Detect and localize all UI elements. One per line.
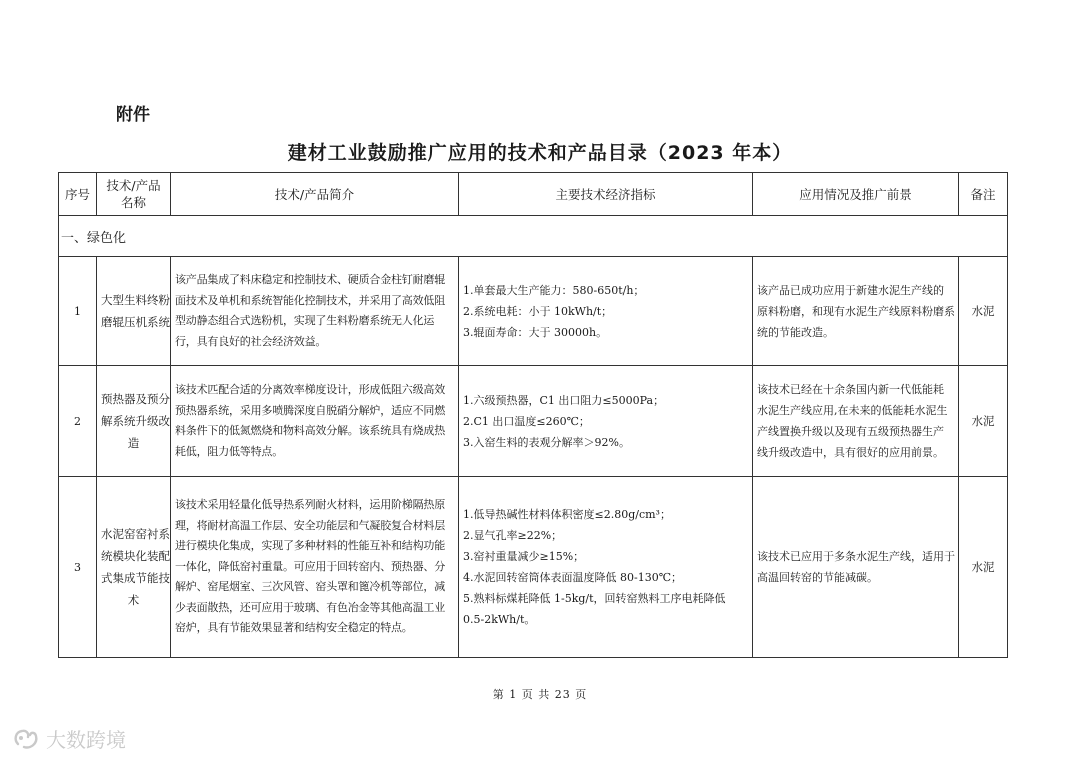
- text-line: 一体化，降低窑衬重量。可应用于回转窑内、预热器、分: [175, 559, 445, 573]
- header-intro: 技术/产品简介: [171, 173, 459, 216]
- document-title: 建材工业鼓励推广应用的技术和产品目录（2023 年本）: [287, 142, 793, 164]
- row-name: [97, 257, 171, 366]
- row-application: [753, 257, 959, 366]
- row-name: [97, 477, 171, 658]
- header-application: 应用情况及推广前景: [753, 173, 959, 216]
- header-name: [97, 173, 171, 216]
- watermark-text: 大数跨境: [46, 728, 126, 752]
- text-line: 少表面散热，还可应用于玻璃、有色冶金等其他高温工业: [175, 600, 445, 614]
- text-line: 1.单套最大生产能力：580-650t/h；: [463, 283, 645, 297]
- text-line: 术: [127, 593, 140, 607]
- row-remark: 水泥: [959, 477, 1008, 658]
- text-line: 水泥生产线应用,在未来的低能耗水泥生: [757, 404, 948, 417]
- text-line: 式集成节能技: [101, 571, 170, 585]
- row-seq: 3: [59, 477, 97, 658]
- text-line: 理，将耐材高温工作层、安全功能层和气凝胶复合材料层: [175, 518, 445, 532]
- table-header-row: [59, 173, 1008, 216]
- text-line: 造: [127, 436, 140, 450]
- text-line: 1.六级预热器，C1 出口阻力≤5000Pa；: [463, 393, 665, 407]
- row-intro: [171, 366, 459, 477]
- text-line: 料条件下的低氮燃烧和物料高效分解。该系统具有烧成热: [175, 424, 445, 437]
- table-row: [59, 257, 1008, 366]
- header-metrics: 主要技术经济指标: [459, 173, 753, 216]
- header-name-line: 技术/产品: [106, 178, 161, 193]
- text-line: 统模块化装配: [101, 549, 170, 563]
- header-seq: 序号: [59, 173, 97, 216]
- text-line: 3.辊面寿命：大于 30000h。: [463, 325, 608, 339]
- text-line: 该技术已应用于多条水泥生产线，适用于: [757, 550, 955, 563]
- header-name-line: 名称: [120, 195, 146, 210]
- row-name: [97, 366, 171, 477]
- text-line: 统的节能改造。: [757, 325, 834, 339]
- text-line: 原料粉磨，和现有水泥生产线原料粉磨系: [757, 304, 955, 318]
- text-line: 耗低，阻力低等特点。: [175, 444, 283, 458]
- text-line: 进行模块化集成，实现了多种材料的性能互补和结构功能: [175, 539, 445, 553]
- header-remark: 备注: [959, 173, 1008, 216]
- text-line: 1.低导热碱性材料体积密度≤2.80g/cm³；: [463, 508, 671, 521]
- section-row: [59, 216, 1008, 257]
- text-line: 磨辊压机系统: [101, 315, 170, 329]
- section-title: 一、绿色化: [59, 216, 1008, 257]
- text-line: 解炉、窑尾烟室、三次风管、窑头罩和篦冷机等部位，减: [175, 580, 445, 594]
- text-line: 预热器及预分: [101, 392, 170, 406]
- row-application: [753, 477, 959, 658]
- text-line: 3.窑衬重量减少≥15%；: [463, 550, 585, 563]
- text-line: 2.显气孔率≥22%；: [463, 529, 563, 542]
- text-line: 3.入窑生料的表观分解率＞92%。: [463, 435, 630, 449]
- text-line: 5.熟料标煤耗降低 1-5kg/t，回转窑熟料工序电耗降低: [463, 592, 726, 605]
- table-row: [59, 477, 1008, 658]
- text-line: 该产品集成了料床稳定和控制技术、硬质合金柱钉耐磨辊: [175, 273, 445, 286]
- text-line: 面技术及单机和系统智能化控制技术，并采用了高效低阻: [175, 293, 445, 307]
- watermark: [12, 724, 126, 753]
- text-line: 解系统升级改: [101, 414, 170, 428]
- row-metrics: [459, 366, 753, 477]
- row-seq: 1: [59, 257, 97, 366]
- text-line: 0.5-2kWh/t。: [463, 613, 536, 626]
- text-line: 高温回转窑的节能减碳。: [757, 571, 878, 584]
- text-line: 该技术匹配合适的分离效率梯度设计，形成低阻六级高效: [175, 383, 445, 396]
- text-line: 2.C1 出口温度≤260℃；: [463, 414, 590, 428]
- row-intro: [171, 477, 459, 658]
- row-metrics: [459, 477, 753, 658]
- row-remark: 水泥: [959, 366, 1008, 477]
- catalog-table: [58, 172, 1008, 658]
- text-line: 线升级改造中，具有很好的应用前景。: [757, 446, 944, 459]
- attachment-label: 附件: [116, 105, 150, 125]
- row-seq: 2: [59, 366, 97, 477]
- text-line: 行，具有良好的社会经济效益。: [175, 334, 327, 348]
- text-line: 4.水泥回转窑筒体表面温度降低 80-130℃；: [463, 571, 683, 584]
- text-line: 该技术采用轻量化低导热系列耐火材料，运用阶梯隔热原: [175, 498, 445, 512]
- table-row: [59, 366, 1008, 477]
- row-application: [753, 366, 959, 477]
- text-line: 2.系统电耗：小于 10kWh/t；: [463, 304, 613, 318]
- row-remark: 水泥: [959, 257, 1008, 366]
- text-line: 该技术已经在十余条国内新一代低能耗: [757, 383, 944, 396]
- row-metrics: [459, 257, 753, 366]
- text-line: 窑炉，具有节能效果显著和结构安全稳定的特点。: [175, 621, 413, 635]
- text-line: 水泥窑窑衬系: [101, 527, 170, 541]
- page-footer: 第 1 页 共 23 页: [492, 688, 588, 701]
- text-line: 该产品已成功应用于新建水泥生产线的: [757, 283, 944, 297]
- text-line: 大型生料终粉: [101, 293, 170, 307]
- brand-logo-icon: [12, 726, 42, 752]
- text-line: 预热器系统，采用多喷腾深度自脱硝分解炉，适应不同燃: [175, 403, 445, 417]
- text-line: 型动静态组合式选粉机，实现了生料粉磨系统无人化运: [175, 314, 435, 327]
- row-intro: [171, 257, 459, 366]
- text-line: 产线置换升级以及现有五级预热器生产: [757, 425, 944, 438]
